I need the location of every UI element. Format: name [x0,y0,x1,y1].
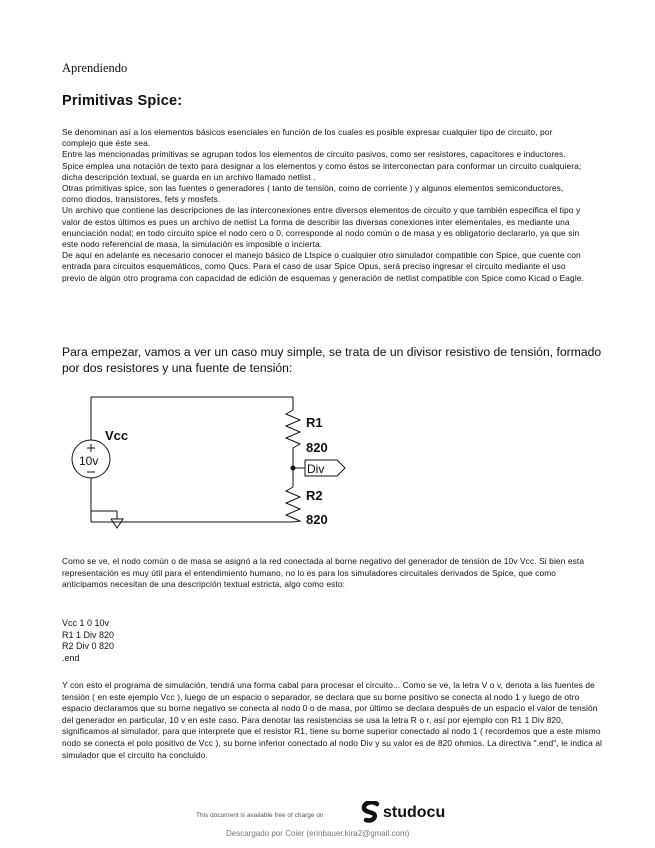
netlist-line-3: R2 Div 0 820 [62,641,115,651]
r1-zigzag [286,410,300,448]
footer-download-text: Descargado por Coier (erinbauer.kira2@gmail.com) [226,829,410,838]
netlist-line-2: R1 1 Div 820 [62,629,115,640]
netlist-block [62,618,114,664]
ground-wire [91,511,117,519]
final-paragraph: Y con esto el programa de simulación, tendrá una forma cabal para procesar el circuito... Como se ve, la letra V o v, denota a las fuentes de tensión ( en este ejemplo Vcc ), luego de un espacio o separador, se declara que su borne positivo se conecta al nodo 1 y luego de otro espacio declaramos que su borne negativo se conecta al nodo 0 o de masa, por último se declara después de un espacio el valor de tensión del generador en particular, 10 v en este caso. Para denotar las resistencias se usa la letra R o r, así por ejemplo con R1 1 Div 820, significamos al simulador, para que interprete que el resistor R1, tiene su borne superior conectado al nodo 1 ( recordemos que a este mismo nodo se conecta el polo positivo de Vcc ), su borne inferior conectado al nodo Div y su valor es de 820 ohmios. La directiva ".end", le indica al simulador que el circuito ha concluido. [62,680,602,760]
intro-paragraph-2: Entre las mencionadas primitivas se agrupan todos los elementos de circuito pasivos, como ser resistores, capacitores e inductores. Spice emplea una notación de texto para designar a los elementos y como éstos se interconectan para conformar un circuito cualquiera; dicha descripción textual, se guarda en un archivo llamado netlist . [62,149,582,182]
page-title: Primitivas Spice: [62,93,183,109]
r1-value-label: 820 [306,440,328,455]
intro-text-block [62,127,584,284]
voltage-divider-schematic [62,388,362,536]
node-label: Div [307,462,325,476]
lead-paragraph: Para empezar, vamos a ver un caso muy simple, se trata de un divisor resistivo de tensión, formado por dos resistores y una fuente de tensión: [62,345,602,375]
intro-paragraph-1: Se denominan así a los elementos básicos esenciales en función de los cuales es posible expresar cualquier tipo de circuito, por complejo que éste sea. [62,127,553,149]
source-value-label: 10v [79,454,99,468]
ground-icon [111,519,123,528]
netlist-line-1: Vcc 1 0 10v [62,618,110,628]
r2-name-label: R2 [306,488,323,503]
studocu-logo-icon[interactable] [360,801,382,825]
intro-paragraph-5: De aquí en adelante es necesario conocer el manejo básico de Ltspice o cualquier otro simulador compatible con Spice, que cuente con entrada para circuitos esquemáticos, como Qucs. Para el caso de usar Spice Opus, será preciso ingresar el circuito mediante el uso previo de algún otro programa con capacidad de edición de esquemas y generación de netlist compatible con Spice como Kicad o Eagle. [62,250,584,283]
header-label: Aprendiendo [62,61,128,75]
r2-value-label: 820 [306,512,328,527]
netlist-line-4: .end [62,652,80,663]
intro-paragraph-3: Otras primitivas spice, son las fuentes o generadores ( tanto de tensión, como de corriente ) y algunos elementos semiconductores, como diodos, transistores, fets y mosfets. [62,183,564,205]
r1-name-label: R1 [306,415,323,430]
mid-paragraph: Como se ve, el nodo común o de masa se asignó a la red conectada al borne negativo del generador de tensión de 10v Vcc. Si bien esta representación es muy útil para el entendimiento humano, no lo es para los simuladores circuitales derivados de Spice, que como anticipamos necesitan de una descripción textual estricta, algo como esto: [62,556,585,590]
source-name-label: Vcc [105,428,129,443]
r2-zigzag [286,487,300,522]
footer-availability-text: This document is available free of charge on [196,812,324,819]
studocu-brand[interactable]: studocu [383,804,446,821]
intro-paragraph-4: Un archivo que contiene las descripciones de las interconexiones entre diversos elementos de circuito y que también especifica el tipo y valor de estos últimos es pues un archivo de netlist La forma de describir las diversas conexiones inter elementales, es mediante una enunciación nodal; en todo circuito spice el nodo cero o 0, corresponde al nodo común o de masa y es obligatorio declararlo, ya que sin este nodo referencial de masa, la simulación es imposible o incierta. [62,205,581,250]
